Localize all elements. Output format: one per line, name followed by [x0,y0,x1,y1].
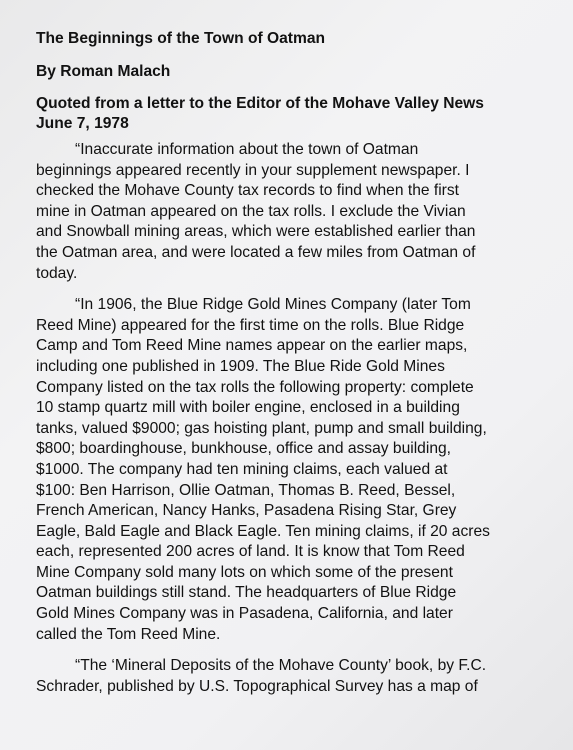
text-line: tanks, valued $9000; gas hoisting plant, pump and small building, [36,419,487,437]
text-line: including one published in 1909. The Blue Ride Gold Mines [36,357,445,375]
text-line: and Snowball mining areas, which were established earlier than [36,223,476,241]
text-line: $1000. The company had ten mining claims, each valued at [36,460,448,478]
letter-paragraph [36,140,553,284]
text-line: 10 stamp quartz mill with boiler engine, enclosed in a building [36,399,460,417]
text-line: each, represented 200 acres of land. It is know that Tom Reed [36,543,465,561]
document-title: The Beginnings of the Town of Oatman [36,30,326,47]
text-line: called the Tom Reed Mine. [36,625,221,643]
text-line: the Oatman area, and were located a few miles from Oatman of [36,243,476,261]
text-line: mine in Oatman appeared on the tax rolls. I exclude the Vivian [36,202,466,220]
letter-paragraph [36,295,553,645]
author-byline: By Roman Malach [36,63,171,80]
quote-source-line: Quoted from a letter to the Editor of the Mohave Valley News [36,95,484,112]
text-line: Camp and Tom Reed Mine names appear on the earlier maps, [36,337,468,355]
text-line: $100: Ben Harrison, Ollie Oatman, Thomas B. Reed, Bessel, [36,481,456,499]
text-line: Company listed on the tax rolls the following property: complete [36,378,474,396]
text-line: Reed Mine) appeared for the first time on the rolls. Blue Ridge [36,316,465,334]
text-line: “The ‘Mineral Deposits of the Mohave County’ book, by F.C. [75,657,487,675]
text-line: Oatman buildings still stand. The headquarters of Blue Ridge [36,584,457,602]
text-line: “In 1906, the Blue Ridge Gold Mines Company (later Tom [75,296,471,314]
text-line: Schrader, published by U.S. Topographical Survey has a map of [36,677,478,695]
quote-source-date: June 7, 1978 [36,115,129,132]
letter-body [36,140,553,697]
text-line: “Inaccurate information about the town of Oatman [75,141,419,158]
text-line: Mine Company sold many lots on which some of the present [36,563,453,581]
quote-source [36,94,553,134]
text-line: checked the Mohave County tax records to find when the first [36,182,459,200]
text-line: $800; boardinghouse, bunkhouse, office and assay building, [36,440,451,458]
text-line: Eagle, Bald Eagle and Black Eagle. Ten mining claims, if 20 acres [36,522,490,540]
text-line: today. [36,264,78,282]
text-line: Gold Mines Company was in Pasadena, California, and later [36,605,453,623]
text-line: beginnings appeared recently in your supplement newspaper. I [36,161,470,179]
letter-paragraph [36,656,553,697]
text-line: French American, Nancy Hanks, Pasadena Rising Star, Grey [36,502,457,520]
